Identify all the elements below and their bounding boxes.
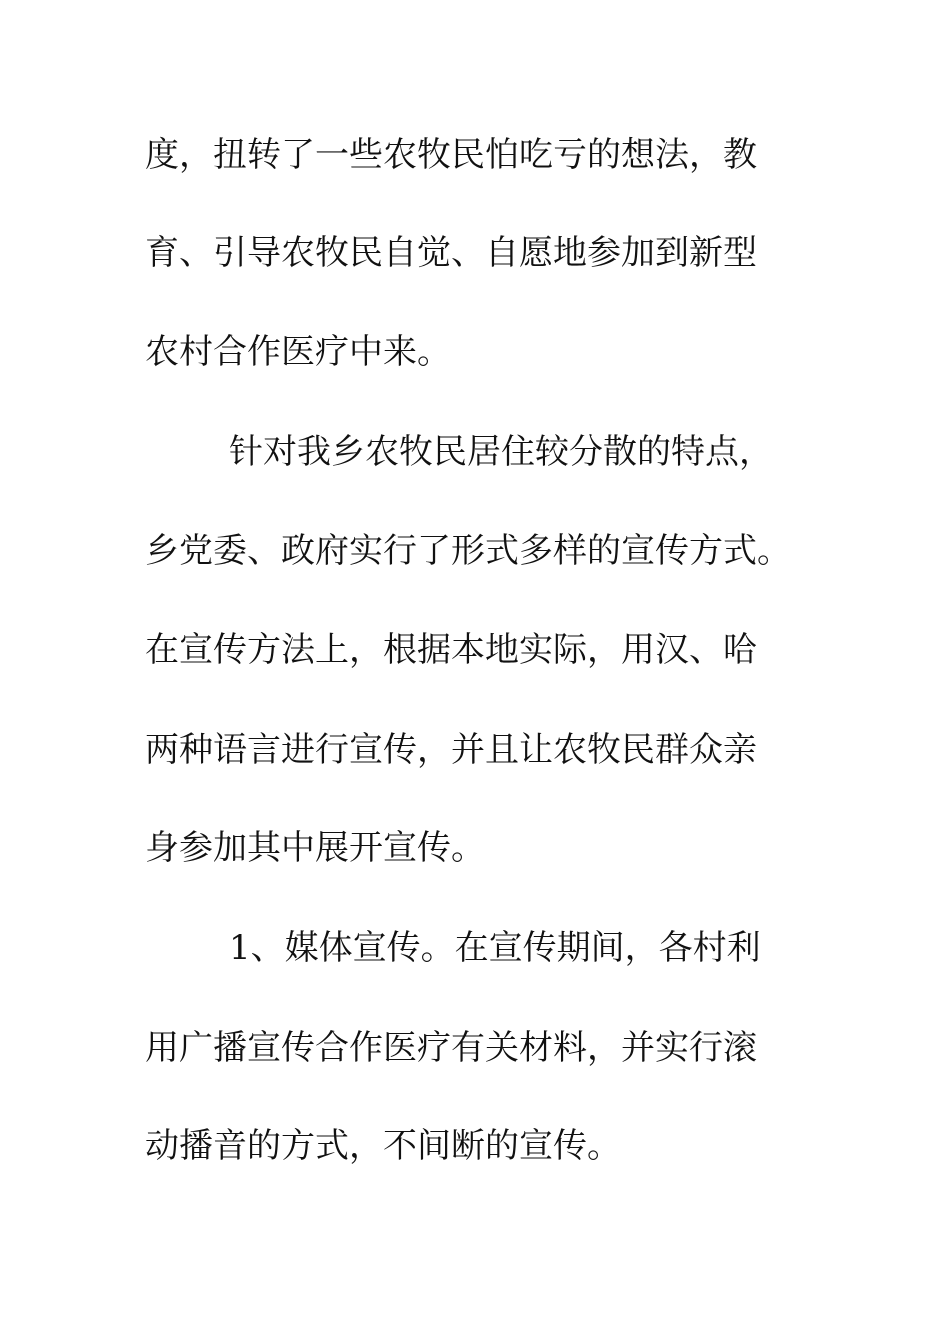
text-line: 乡党委、政府实行了形式多样的宣传方式。 (145, 531, 791, 571)
text-line: 农村合作医疗中来。 (145, 332, 451, 372)
text-line: 育、引导农牧民自觉、自愿地参加到新型 (145, 233, 757, 273)
text-line: 在宣传方法上，根据本地实际，用汉、哈 (145, 630, 757, 670)
text-line: 身参加其中展开宣传。 (145, 828, 485, 868)
text-line: 用广播宣传合作医疗有关材料，并实行滚 (145, 1028, 757, 1068)
text-line: 动播音的方式，不间断的宣传。 (145, 1126, 621, 1166)
text-line: 度，扭转了一些农牧民怕吃亏的想法，教 (145, 135, 757, 175)
paragraph-start-line: 针对我乡农牧民居住较分散的特点， (229, 432, 773, 472)
paragraph-start-line: 1、媒体宣传。在宣传期间，各村利 (229, 928, 761, 968)
text-line: 两种语言进行宣传，并且让农牧民群众亲 (145, 730, 757, 770)
